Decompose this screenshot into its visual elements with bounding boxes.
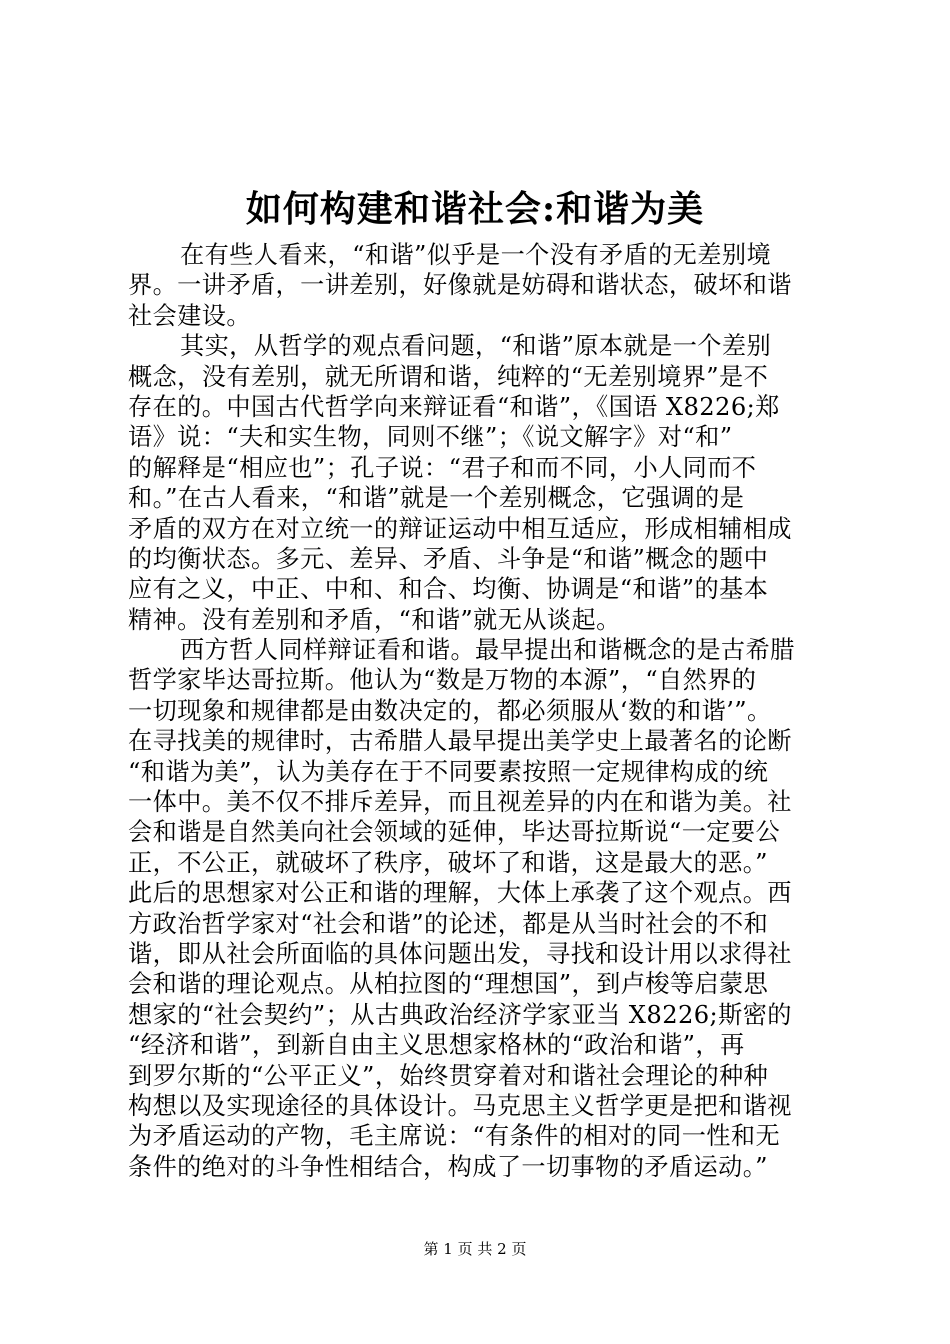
text-line: 构想以及实现途径的具体设计。马克思主义哲学更是把和谐视 [128, 1091, 792, 1120]
text-line: 在有些人看来，“和谐”似乎是一个没有矛盾的无差别境 [180, 241, 772, 269]
text-line: 概念，没有差别，就无所谓和谐，纯粹的“无差别境界”是不 [128, 362, 769, 391]
text-line: 到罗尔斯的“公平正义”，始终贯穿着对和谐社会理论的种种 [128, 1061, 769, 1090]
text-line: “经济和谐”，到新自由主义思想家格林的“政治和谐”，再 [128, 1031, 745, 1060]
text-line: 和。”在古人看来，“和谐”就是一个差别概念，它强调的是 [128, 484, 745, 513]
text-line: 正，不公正，就破坏了秩序，破坏了和谐，这是最大的恶。” [128, 848, 768, 877]
text-line: 矛盾的双方在对立统一的辩证运动中相互适应，形成相辅相成 [128, 514, 792, 543]
text-line: “和谐为美”，认为美存在于不同要素按照一定规律构成的统 [128, 757, 769, 786]
text-line: 一切现象和规律都是由数决定的，都必须服从‘数的和谐’”。 [128, 696, 772, 725]
text-line: 的均衡状态。多元、差异、矛盾、斗争是“和谐”概念的题中 [128, 544, 769, 573]
text-line: 社会建设。 [128, 301, 251, 330]
text-line: 存在的。中国古代哲学向来辩证看“和谐”，《国语 X8226;郑 [128, 392, 780, 421]
text-line: 哲学家毕达哥拉斯。他认为“数是万物的本源”，“自然界的 [128, 666, 757, 695]
text-line: 谐，即从社会所面临的具体问题出发，寻找和设计用以求得社 [128, 939, 792, 968]
page-number-footer: 第 1 页 共 2 页 [423, 1240, 527, 1258]
text-line: 应有之义，中正、中和、和合、均衡、协调是“和谐”的基本 [128, 575, 769, 604]
text-line: 会和谐是自然美向社会领域的延伸，毕达哥拉斯说“一定要公 [128, 818, 781, 847]
text-line: 在寻找美的规律时，古希腊人最早提出美学史上最著名的论断 [128, 727, 792, 756]
document-title: 如何构建和谐社会:和谐为美 [245, 188, 705, 230]
text-line: 为矛盾运动的产物，毛主席说：“有条件的相对的同一性和无 [128, 1122, 781, 1151]
text-line: 此后的思想家对公正和谐的理解，大体上承袭了这个观点。西 [128, 879, 792, 908]
text-line: 方政治哲学家对“社会和谐”的论述，都是从当时社会的不和 [128, 909, 769, 938]
text-line: 精神。没有差别和矛盾，“和谐”就无从谈起。 [128, 605, 621, 634]
text-line: 一体中。美不仅不排斥差异，而且视差异的内在和谐为美。社 [128, 788, 792, 817]
text-line: 想家的“社会契约”；从古典政治经济学家亚当 X8226;斯密的 [128, 1000, 792, 1029]
text-line: 会和谐的理论观点。从柏拉图的“理想国”，到卢梭等启蒙思 [128, 970, 769, 999]
document-body [128, 240, 848, 1182]
text-line: 其实，从哲学的观点看问题，“和谐”原本就是一个差别 [180, 332, 772, 361]
text-line: 语》说：“夫和实生物，同则不继”；《说文解字》对“和” [128, 423, 733, 452]
text-line: 的解释是“相应也”；孔子说：“君子和而不同，小人同而不 [128, 453, 757, 482]
text-line: 西方哲人同样辩证看和谐。最早提出和谐概念的是古希腊 [180, 636, 795, 665]
text-line: 条件的绝对的斗争性相结合，构成了一切事物的矛盾运动。” [128, 1152, 768, 1181]
text-line: 界。一讲矛盾，一讲差别，好像就是妨碍和谐状态，破坏和谐 [128, 271, 792, 300]
